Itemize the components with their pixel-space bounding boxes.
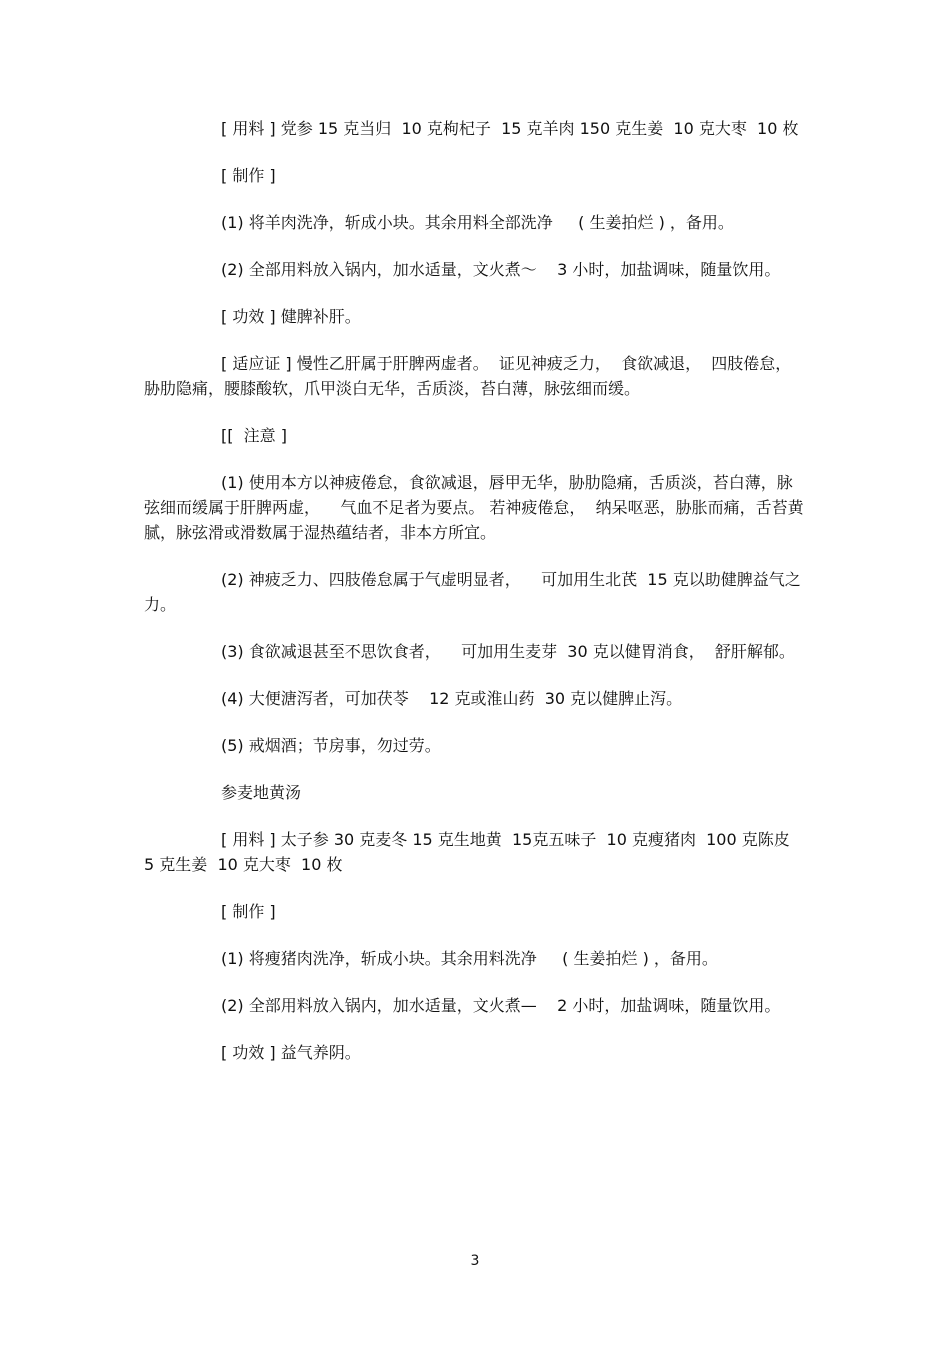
notes-heading: [[ 注意 ] — [221, 426, 287, 445]
note-1: (1) 使用本方以神疲倦怠，食欲减退，唇甲无华，胁肋隐痛，舌质淡，苔白薄，脉弦细而缓属于肝脾两虚， 气血不足者为要点。 若神疲倦怠， 纳呆呕恶，胁胀而痛，舌苔黄腻，脉弦滑或滑数属于湿热蕴结者，非本方所宜。 — [144, 473, 804, 542]
note-5: (5) 戒烟酒；节房事，勿过劳。 — [221, 736, 441, 755]
note-2: (2) 神疲乏力、四肢倦怠属于气虚明显者， 可加用生北芪 15 克以助健脾益气之力。 — [144, 570, 801, 614]
page-body — [144, 116, 804, 1087]
preparation-heading-2: [ 制作 ] — [221, 902, 276, 921]
page-number: 3 — [470, 1253, 480, 1269]
preparation-heading: [ 制作 ] — [221, 166, 276, 185]
preparation-step-1: (1) 将羊肉洗净，斩成小块。其余用料全部洗净 ( 生姜拍烂 ) ，备用。 — [221, 213, 734, 232]
efficacy-paragraph: [ 功效 ] 健脾补肝。 — [221, 307, 361, 326]
note-4: (4) 大便溏泻者，可加茯苓 12 克或淮山药 30 克以健脾止泻。 — [221, 689, 683, 708]
indications-paragraph: [ 适应证 ] 慢性乙肝属于肝脾两虚者。 证见神疲乏力， 食欲减退， 四肢倦怠，胁肋隐痛，腰膝酸软，爪甲淡白无华，舌质淡，苔白薄，脉弦细而缓。 — [144, 354, 792, 398]
ingredients-paragraph-2: [ 用料 ] 太子参 30 克麦冬 15 克生地黄 15克五味子 10 克瘦猪肉 100 克陈皮 5 克生姜 10 克大枣 10 枚 — [144, 830, 795, 874]
ingredients-paragraph: [ 用料 ] 党参 15 克当归 10 克枸杞子 15 克羊肉 150 克生姜 10 克大枣 10 枚 — [221, 119, 799, 138]
preparation-step-1-2: (1) 将瘦猪肉洗净，斩成小块。其余用料洗净 ( 生姜拍烂 ) ，备用。 — [221, 949, 718, 968]
efficacy-paragraph-2: [ 功效 ] 益气养阴。 — [221, 1043, 361, 1062]
preparation-step-2: (2) 全部用料放入锅内，加水适量，文火煮～ 3 小时，加盐调味，随量饮用。 — [221, 260, 781, 279]
recipe-title: 参麦地黄汤 — [221, 783, 302, 802]
preparation-step-2-2: (2) 全部用料放入锅内，加水适量，文火煮— 2 小时，加盐调味，随量饮用。 — [221, 996, 781, 1015]
note-3: (3) 食欲减退甚至不思饮食者， 可加用生麦芽 30 克以健胃消食， 舒肝解郁。 — [221, 642, 795, 661]
